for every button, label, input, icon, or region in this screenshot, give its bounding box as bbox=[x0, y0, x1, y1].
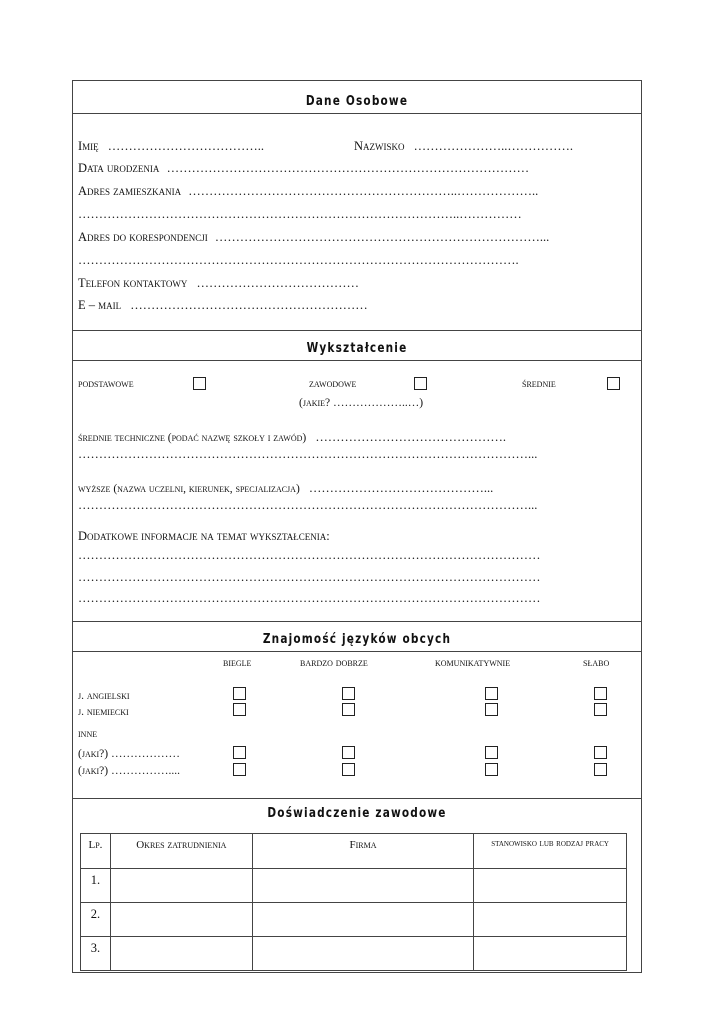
divider bbox=[73, 651, 641, 652]
row-number: 2. bbox=[81, 903, 111, 937]
other2-communicative-checkbox[interactable] bbox=[485, 763, 498, 776]
lang-other-label: inne bbox=[78, 728, 98, 740]
birth-label: Data urodzenia bbox=[78, 161, 160, 175]
table-row bbox=[81, 937, 627, 971]
edu-vocational-checkbox[interactable] bbox=[414, 377, 427, 390]
phone-field[interactable]: ………………………………… bbox=[196, 276, 359, 290]
address-label: Adres zamieszkania bbox=[78, 184, 182, 198]
header-company: Firma bbox=[252, 834, 473, 869]
email-field[interactable]: ………………………………………………… bbox=[130, 298, 368, 312]
english-communicative-checkbox[interactable] bbox=[485, 687, 498, 700]
other2-weak-checkbox[interactable] bbox=[594, 763, 607, 776]
section-title-personal: Dane Osobowe bbox=[305, 93, 409, 109]
email-label: E – mail bbox=[78, 298, 122, 312]
lang-german-label: j. niemiecki bbox=[78, 706, 129, 718]
phone-row bbox=[78, 276, 359, 290]
table-header-row bbox=[81, 834, 627, 869]
company-cell[interactable] bbox=[252, 903, 473, 937]
address-row bbox=[78, 184, 538, 198]
edu-higher-line2[interactable]: ………………………………………………………………………………………………... bbox=[78, 498, 538, 512]
header-period: Okres zatrudnienia bbox=[110, 834, 252, 869]
edu-additional-line3[interactable]: ………………………………………………………………………………………………… bbox=[78, 591, 541, 605]
divider bbox=[73, 621, 641, 622]
lang-other-which1[interactable]: (jaki?) ……………… bbox=[78, 748, 180, 760]
english-weak-checkbox[interactable] bbox=[594, 687, 607, 700]
edu-vocational-which[interactable]: (jakie? ………………..…) bbox=[299, 397, 424, 409]
birth-row bbox=[78, 161, 529, 175]
header-lp: Lp. bbox=[81, 834, 111, 869]
level-very-good: bardzo dobrze bbox=[300, 657, 368, 669]
edu-technical-line2[interactable]: ………………………………………………………………………………………………... bbox=[78, 447, 538, 461]
german-weak-checkbox[interactable] bbox=[594, 703, 607, 716]
row-number: 1. bbox=[81, 869, 111, 903]
german-fluent-checkbox[interactable] bbox=[233, 703, 246, 716]
edu-higher-row bbox=[78, 481, 493, 496]
divider bbox=[73, 113, 641, 114]
surname-row bbox=[354, 139, 573, 153]
name-row bbox=[78, 139, 264, 153]
edu-additional-label: Dodatkowe informacje na temat wykształcenia: bbox=[78, 529, 330, 543]
other1-very-good-checkbox[interactable] bbox=[342, 746, 355, 759]
divider bbox=[73, 798, 641, 799]
experience-table bbox=[80, 833, 627, 971]
surname-field[interactable]: …………………..……………. bbox=[413, 139, 574, 153]
cv-form-frame bbox=[72, 80, 642, 973]
table-row bbox=[81, 903, 627, 937]
name-field[interactable]: ……………………………….. bbox=[107, 139, 265, 153]
divider bbox=[73, 330, 641, 331]
birth-field[interactable]: …………………………………………………………………………… bbox=[166, 161, 530, 175]
edu-technical-field[interactable]: ………………………………………. bbox=[315, 430, 506, 444]
corr-line2[interactable]: ……………………………………………………………………………………………. bbox=[78, 253, 519, 267]
edu-higher-field[interactable]: ……………………………………... bbox=[308, 481, 494, 495]
divider bbox=[73, 360, 641, 361]
surname-label: Nazwisko bbox=[354, 139, 405, 153]
table-row bbox=[81, 869, 627, 903]
other2-fluent-checkbox[interactable] bbox=[233, 763, 246, 776]
position-cell[interactable] bbox=[474, 937, 627, 971]
address-field[interactable]: ………………………………………………………..……………….. bbox=[188, 184, 539, 198]
phone-label: Telefon kontaktowy bbox=[78, 276, 188, 290]
company-cell[interactable] bbox=[252, 869, 473, 903]
company-cell[interactable] bbox=[252, 937, 473, 971]
lang-other-which2[interactable]: (jaki?) …………….... bbox=[78, 765, 180, 777]
corr-field[interactable]: ……………………………………………………………………... bbox=[214, 230, 550, 244]
other1-communicative-checkbox[interactable] bbox=[485, 746, 498, 759]
english-fluent-checkbox[interactable] bbox=[233, 687, 246, 700]
level-weak: słabo bbox=[583, 657, 610, 669]
other1-weak-checkbox[interactable] bbox=[594, 746, 607, 759]
level-communicative: komunikatywnie bbox=[435, 657, 511, 669]
position-cell[interactable] bbox=[474, 869, 627, 903]
address-line2[interactable]: ………………………………………………………………………………..…………… bbox=[78, 207, 522, 221]
german-communicative-checkbox[interactable] bbox=[485, 703, 498, 716]
english-very-good-checkbox[interactable] bbox=[342, 687, 355, 700]
edu-technical-label: średnie techniczne (podać nazwę szkoły i zawód) bbox=[78, 432, 307, 444]
section-title-languages: Znajomość języków obcych bbox=[262, 631, 452, 647]
row-number: 3. bbox=[81, 937, 111, 971]
german-very-good-checkbox[interactable] bbox=[342, 703, 355, 716]
edu-additional-line2[interactable]: ………………………………………………………………………………………………… bbox=[78, 570, 541, 584]
email-row bbox=[78, 298, 368, 312]
corr-row bbox=[78, 230, 549, 244]
corr-label: Adres do korespondencji bbox=[78, 230, 208, 244]
edu-basic-checkbox[interactable] bbox=[193, 377, 206, 390]
edu-secondary-checkbox[interactable] bbox=[607, 377, 620, 390]
other2-very-good-checkbox[interactable] bbox=[342, 763, 355, 776]
edu-secondary-label: średnie bbox=[522, 378, 556, 390]
name-label: Imię bbox=[78, 139, 99, 153]
period-cell[interactable] bbox=[110, 869, 252, 903]
header-position: stanowisko lub rodzaj pracy bbox=[474, 834, 627, 869]
edu-higher-label: wyższe (nazwa uczelni, kierunek, specjalizacja) bbox=[78, 483, 300, 495]
edu-basic-label: podstawowe bbox=[78, 378, 134, 390]
period-cell[interactable] bbox=[110, 903, 252, 937]
period-cell[interactable] bbox=[110, 937, 252, 971]
edu-vocational-label: zawodowe bbox=[309, 378, 357, 390]
section-title-education: Wykształcenie bbox=[306, 340, 408, 356]
position-cell[interactable] bbox=[474, 903, 627, 937]
edu-additional-line1[interactable]: ………………………………………………………………………………………………… bbox=[78, 548, 541, 562]
edu-technical-row bbox=[78, 430, 506, 445]
level-fluent: biegle bbox=[223, 657, 252, 669]
lang-english-label: j. angielski bbox=[78, 690, 130, 702]
other1-fluent-checkbox[interactable] bbox=[233, 746, 246, 759]
section-title-experience: Doświadczenie zawodowe bbox=[267, 805, 447, 821]
